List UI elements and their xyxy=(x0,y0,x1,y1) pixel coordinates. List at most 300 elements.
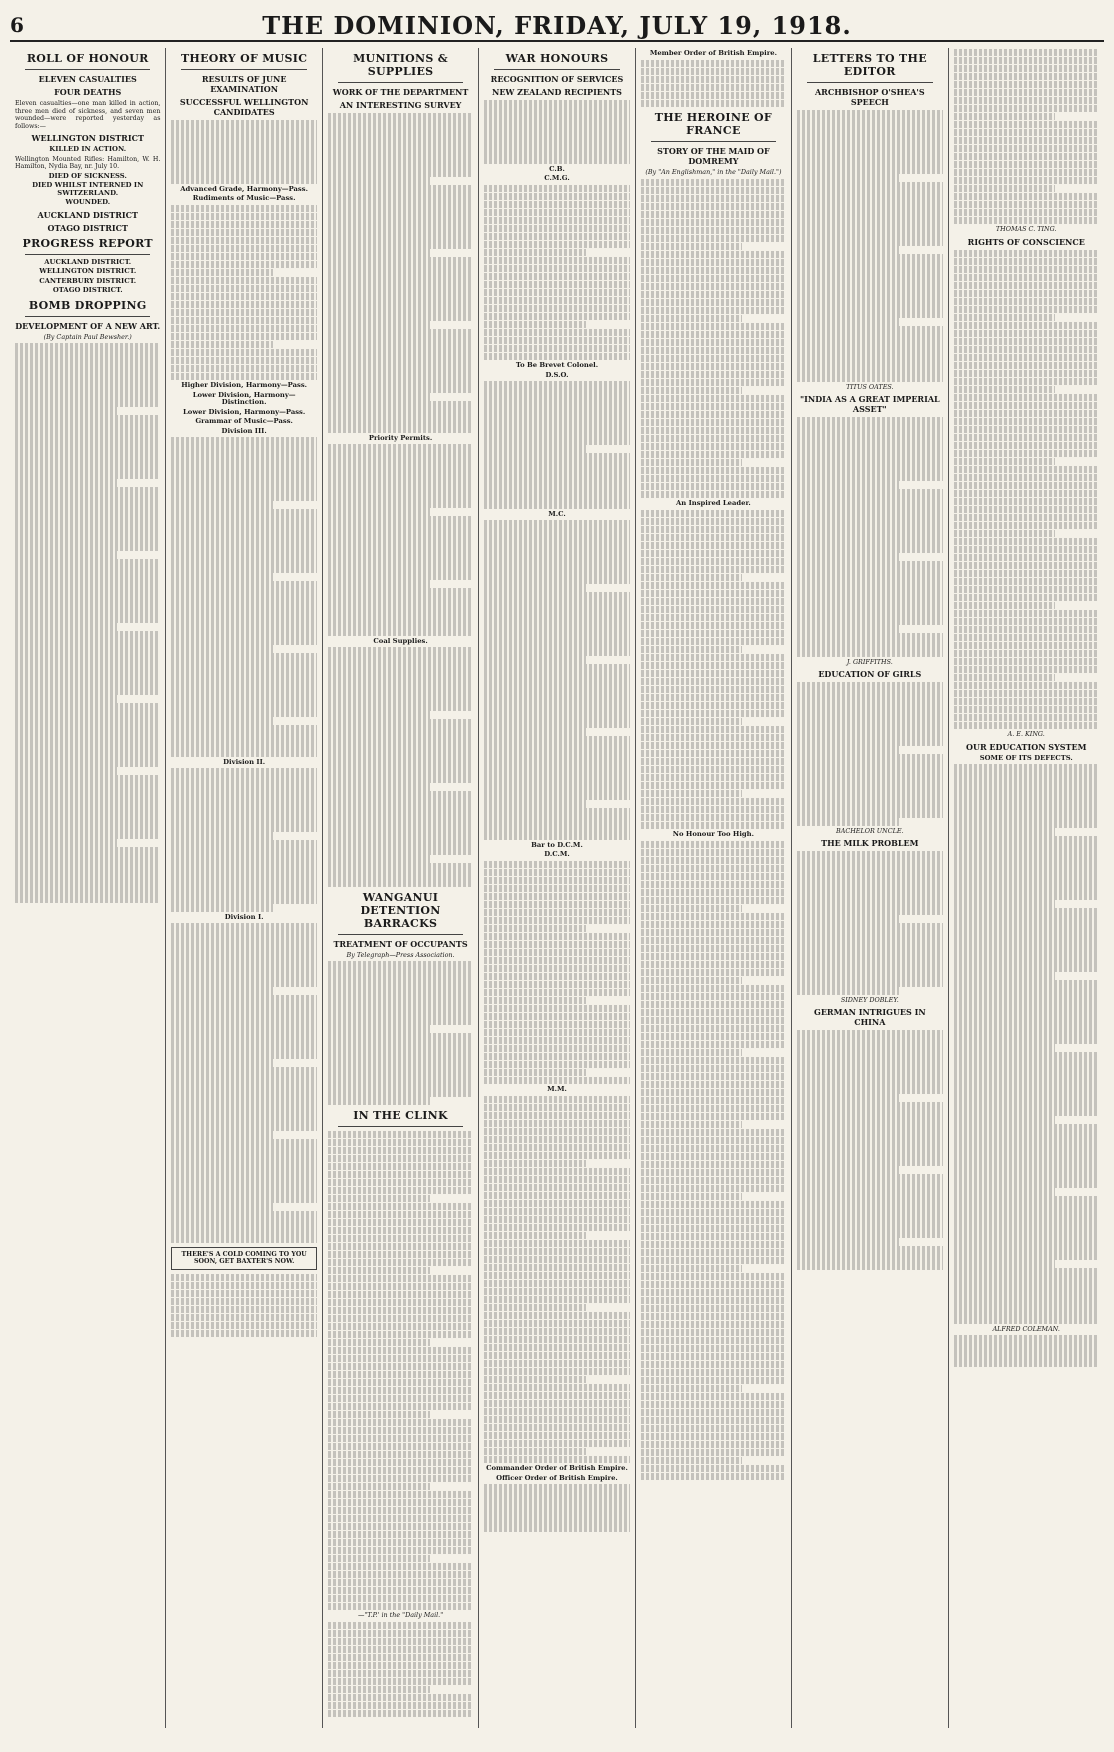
text-line xyxy=(797,1198,942,1206)
text-line xyxy=(641,758,786,766)
text-line xyxy=(328,711,430,719)
text-line xyxy=(484,1516,629,1524)
text-line xyxy=(954,65,1099,73)
text-line xyxy=(328,1331,473,1339)
text-line xyxy=(328,476,473,484)
text-line xyxy=(484,861,629,869)
text-line xyxy=(328,1411,430,1419)
text-line xyxy=(797,625,899,633)
text-line xyxy=(484,453,629,461)
text-line xyxy=(954,1204,1099,1212)
byline: (By Captain Paul Bewsher.) xyxy=(43,332,132,341)
text-line xyxy=(15,631,160,639)
text-line xyxy=(641,969,786,977)
text-line xyxy=(484,552,629,560)
text-line xyxy=(484,437,629,445)
text-line xyxy=(328,879,473,887)
text-line xyxy=(797,342,942,350)
text-line xyxy=(797,158,942,166)
byline: By Telegraph—Press Association. xyxy=(346,950,455,959)
text-line xyxy=(328,1427,473,1435)
text-line xyxy=(15,375,160,383)
text-line xyxy=(328,783,430,791)
text-line xyxy=(15,743,160,751)
text-line xyxy=(328,249,430,257)
text-line xyxy=(954,217,1099,225)
text-line xyxy=(641,1169,786,1177)
text-line xyxy=(484,680,629,688)
text-line xyxy=(15,599,160,607)
text-line xyxy=(641,1145,786,1153)
text-line xyxy=(15,519,160,527)
article-subheading: OUR EDUCATION SYSTEM xyxy=(966,741,1087,752)
text-line xyxy=(641,889,786,897)
text-line xyxy=(797,1182,942,1190)
text-line xyxy=(641,1033,786,1041)
text-line xyxy=(171,749,316,757)
text-line xyxy=(328,468,473,476)
text-line xyxy=(797,358,942,366)
text-line xyxy=(641,331,786,339)
text-line xyxy=(328,663,473,671)
text-line xyxy=(15,551,117,559)
text-line xyxy=(954,594,1099,602)
text-line xyxy=(954,1300,1099,1308)
text-line xyxy=(954,714,1099,722)
divider xyxy=(494,69,619,70)
text-line xyxy=(954,618,1099,626)
text-line xyxy=(171,525,316,533)
text-line xyxy=(641,582,786,590)
text-line xyxy=(797,569,942,577)
text-line xyxy=(641,411,786,419)
text-line xyxy=(484,1508,629,1516)
column-3 xyxy=(323,48,479,1728)
text-line xyxy=(797,1086,942,1094)
text-line xyxy=(15,471,160,479)
text-line xyxy=(954,554,1099,562)
text-line xyxy=(171,776,316,784)
text-line xyxy=(641,1273,786,1281)
text-line xyxy=(484,429,629,437)
text-line xyxy=(797,465,942,473)
text-line xyxy=(484,784,629,792)
text-line xyxy=(328,425,473,433)
text-line xyxy=(484,1240,629,1248)
text-line xyxy=(484,100,629,108)
text-line xyxy=(171,621,316,629)
text-line xyxy=(954,322,1099,330)
text-line xyxy=(954,129,1099,137)
text-line xyxy=(328,329,473,337)
text-line xyxy=(641,1417,786,1425)
text-line xyxy=(641,355,786,363)
text-line xyxy=(328,1017,473,1025)
text-line xyxy=(171,653,316,661)
text-line xyxy=(15,575,160,583)
text-line xyxy=(171,517,316,525)
text-line xyxy=(484,405,629,413)
text-line xyxy=(797,561,942,569)
text-line xyxy=(171,309,316,317)
text-line xyxy=(484,544,629,552)
text-line xyxy=(15,775,160,783)
text-line xyxy=(954,804,1099,812)
text-line xyxy=(641,678,786,686)
text-line xyxy=(797,166,942,174)
text-line xyxy=(954,1180,1099,1188)
text-line xyxy=(15,359,160,367)
text-line xyxy=(171,1107,316,1115)
text-line xyxy=(328,807,473,815)
text-line xyxy=(171,533,316,541)
text-line xyxy=(797,810,942,818)
text-line xyxy=(171,717,273,725)
text-line xyxy=(641,395,786,403)
article-headline: WANGANUI DETENTION BARRACKS xyxy=(360,890,441,930)
text-line xyxy=(797,947,942,955)
text-line xyxy=(328,961,473,969)
text-line xyxy=(641,822,786,830)
text-line xyxy=(171,136,316,144)
text-line xyxy=(484,1256,629,1264)
text-line xyxy=(171,864,316,872)
text-line xyxy=(641,694,786,702)
text-line xyxy=(484,1264,629,1272)
text-line xyxy=(15,639,160,647)
text-line xyxy=(171,565,316,573)
text-line xyxy=(15,895,160,903)
text-line xyxy=(954,788,1099,796)
text-line xyxy=(328,588,473,596)
text-line xyxy=(15,671,160,679)
text-line xyxy=(954,1076,1099,1084)
text-line xyxy=(797,802,942,810)
text-line xyxy=(641,299,786,307)
text-line xyxy=(328,580,430,588)
text-line xyxy=(954,522,1099,530)
text-line xyxy=(797,537,942,545)
text-line xyxy=(954,1052,1099,1060)
text-line xyxy=(171,1282,316,1290)
text-line xyxy=(641,913,786,921)
text-line xyxy=(797,182,942,190)
text-line xyxy=(484,381,629,389)
text-line xyxy=(641,598,786,606)
text-line xyxy=(641,1257,786,1265)
text-line xyxy=(641,1401,786,1409)
text-line xyxy=(328,1459,473,1467)
text-line xyxy=(171,333,316,341)
text-line xyxy=(954,1252,1099,1260)
text-line xyxy=(484,1152,629,1160)
text-line xyxy=(171,725,316,733)
text-line xyxy=(171,709,316,717)
text-line xyxy=(641,814,786,822)
text-line xyxy=(328,417,473,425)
text-line xyxy=(171,1051,316,1059)
text-line xyxy=(641,1249,786,1257)
text-line xyxy=(797,601,942,609)
text-line xyxy=(328,1595,473,1603)
text-line xyxy=(484,1077,629,1085)
text-line xyxy=(641,921,786,929)
text-line xyxy=(171,645,273,653)
text-line xyxy=(484,1524,629,1532)
text-line xyxy=(171,939,316,947)
text-line xyxy=(641,566,786,574)
text-line xyxy=(641,251,786,259)
text-line xyxy=(797,1142,942,1150)
text-line xyxy=(484,933,629,941)
text-line xyxy=(954,876,1099,884)
text-line xyxy=(484,584,586,592)
text-line xyxy=(954,418,1099,426)
text-line xyxy=(328,1275,473,1283)
article-text: Member Order of British Empire. xyxy=(649,49,777,57)
text-line xyxy=(328,113,473,121)
text-line xyxy=(797,915,899,923)
text-line xyxy=(328,281,473,289)
text-line xyxy=(641,1433,786,1441)
text-line xyxy=(171,784,316,792)
text-line xyxy=(797,1102,942,1110)
text-line xyxy=(328,500,473,508)
text-line xyxy=(797,1222,942,1230)
text-line xyxy=(954,602,1056,610)
text-line xyxy=(797,1038,942,1046)
text-line xyxy=(484,124,629,132)
text-line xyxy=(484,824,629,832)
text-line xyxy=(171,205,316,213)
text-line xyxy=(328,401,473,409)
text-line xyxy=(171,349,316,357)
text-line xyxy=(954,1116,1056,1124)
text-line xyxy=(328,1686,430,1694)
text-line xyxy=(797,762,942,770)
text-line xyxy=(797,505,942,513)
text-line xyxy=(171,341,273,349)
text-line xyxy=(171,365,316,373)
text-line xyxy=(171,856,316,864)
text-line xyxy=(484,941,629,949)
text-line xyxy=(484,901,629,909)
text-line xyxy=(171,1067,316,1075)
article-text: Wellington Mounted Rifles: Hamilton, W. H. Hamilton, Nydia Bay, nr. July 10. xyxy=(15,155,161,170)
text-line xyxy=(328,791,473,799)
text-line xyxy=(171,493,316,501)
text-line xyxy=(954,306,1099,314)
text-line xyxy=(171,1171,316,1179)
text-line xyxy=(328,452,473,460)
article-subheading: OTAGO DISTRICT xyxy=(47,222,128,233)
text-line xyxy=(484,1005,629,1013)
text-line xyxy=(641,267,786,275)
text-line xyxy=(328,1259,473,1267)
text-line xyxy=(484,1216,629,1224)
text-line xyxy=(954,346,1099,354)
text-line xyxy=(484,1304,586,1312)
article-subheading: "INDIA AS A GREAT IMPERIAL ASSET" xyxy=(799,394,940,414)
text-line xyxy=(328,719,473,727)
text-line xyxy=(954,980,1099,988)
text-line xyxy=(641,1009,786,1017)
text-line xyxy=(797,722,942,730)
text-line xyxy=(15,783,160,791)
text-line xyxy=(328,1299,473,1307)
text-line xyxy=(641,646,743,654)
text-line xyxy=(484,1224,629,1232)
text-line xyxy=(328,823,473,831)
text-line xyxy=(171,677,316,685)
text-line xyxy=(171,245,316,253)
text-line xyxy=(484,1144,629,1152)
text-line xyxy=(328,1057,473,1065)
text-line xyxy=(641,459,743,467)
text-line xyxy=(328,361,473,369)
text-line xyxy=(641,1241,786,1249)
text-line xyxy=(484,421,629,429)
text-line xyxy=(171,176,316,184)
text-line xyxy=(328,620,473,628)
text-line xyxy=(797,963,942,971)
article-headline: THEORY OF MUSIC xyxy=(180,52,308,65)
article-text: DIED WHILST INTERNED IN SWITZERLAND. xyxy=(32,181,144,197)
article-text: Higher Division, Harmony—Pass. xyxy=(181,381,308,389)
text-line xyxy=(171,963,316,971)
article-text: KILLED IN ACTION. xyxy=(49,145,127,153)
text-line xyxy=(328,1131,473,1139)
text-line xyxy=(797,859,942,867)
article-text: CANTERBURY DISTRICT. xyxy=(39,276,137,285)
text-line xyxy=(954,81,1099,89)
text-line xyxy=(171,453,316,461)
text-line xyxy=(797,334,942,342)
text-line xyxy=(641,1305,786,1313)
byline: ALFRED COLEMAN. xyxy=(992,1324,1060,1333)
text-line xyxy=(641,1265,743,1273)
text-line xyxy=(484,1296,629,1304)
article-text: C.B. xyxy=(549,164,565,173)
text-line xyxy=(328,1523,473,1531)
text-line xyxy=(328,177,430,185)
article-text: Lower Division, Harmony—Distinction. xyxy=(192,390,296,406)
text-line xyxy=(328,1339,430,1347)
article-text: SOME OF ITS DEFECTS. xyxy=(979,753,1073,762)
text-line xyxy=(797,1246,942,1254)
text-line xyxy=(954,1156,1099,1164)
text-line xyxy=(954,1196,1099,1204)
text-line xyxy=(328,564,473,572)
text-line xyxy=(328,727,473,735)
text-line xyxy=(328,655,473,663)
text-line xyxy=(954,490,1099,498)
text-line xyxy=(171,357,316,365)
text-line xyxy=(797,278,942,286)
article-text: Priority Permits. xyxy=(368,433,433,442)
text-line xyxy=(328,1571,473,1579)
text-line xyxy=(171,549,316,557)
text-line xyxy=(641,806,786,814)
text-line xyxy=(641,1161,786,1169)
text-line xyxy=(954,570,1099,578)
text-line xyxy=(15,663,160,671)
text-line xyxy=(484,1484,629,1492)
text-line xyxy=(641,1177,786,1185)
text-line xyxy=(15,351,160,359)
text-line xyxy=(484,397,629,405)
text-line xyxy=(328,847,473,855)
text-line xyxy=(484,389,629,397)
text-line xyxy=(484,536,629,544)
text-line xyxy=(484,1432,629,1440)
article-text: AUCKLAND DISTRICT. xyxy=(44,257,132,266)
text-line xyxy=(328,1419,473,1427)
text-line xyxy=(641,371,786,379)
text-line xyxy=(954,1351,1099,1359)
text-line xyxy=(484,1021,629,1029)
text-line xyxy=(484,949,629,957)
text-line xyxy=(484,600,629,608)
text-line xyxy=(954,860,1099,868)
text-line xyxy=(171,1187,316,1195)
text-line xyxy=(484,1013,629,1021)
text-line xyxy=(797,770,942,778)
text-line xyxy=(641,76,786,84)
text-line xyxy=(641,1465,786,1473)
text-line xyxy=(484,981,629,989)
text-line xyxy=(328,751,473,759)
text-line xyxy=(954,658,1099,666)
text-line xyxy=(484,265,629,273)
text-line xyxy=(328,1089,473,1097)
text-line xyxy=(328,369,473,377)
text-line xyxy=(797,706,942,714)
text-line xyxy=(328,743,473,751)
text-line xyxy=(171,1219,316,1227)
text-line xyxy=(954,1028,1099,1036)
article-subheading: ELEVEN CASUALTIES xyxy=(38,74,137,84)
text-line xyxy=(484,1208,629,1216)
text-line xyxy=(954,282,1099,290)
text-line xyxy=(641,841,786,849)
text-line xyxy=(15,735,160,743)
text-line xyxy=(641,718,743,726)
text-line xyxy=(484,445,586,453)
text-line xyxy=(954,89,1099,97)
text-line xyxy=(328,1355,473,1363)
text-line xyxy=(15,759,160,767)
text-line xyxy=(641,622,786,630)
text-line xyxy=(328,1009,473,1017)
text-line xyxy=(484,1045,629,1053)
article-text: C.M.G. xyxy=(544,174,570,182)
text-line xyxy=(328,863,473,871)
text-line xyxy=(15,687,160,695)
text-line xyxy=(171,693,316,701)
text-line xyxy=(797,1238,899,1246)
text-line xyxy=(641,379,786,387)
text-line xyxy=(797,1254,942,1262)
text-line xyxy=(954,562,1099,570)
text-line xyxy=(484,1384,629,1392)
text-line xyxy=(641,1457,743,1465)
text-line xyxy=(171,1298,316,1306)
text-line xyxy=(797,150,942,158)
text-line xyxy=(328,1467,473,1475)
text-line xyxy=(328,1033,473,1041)
text-line xyxy=(484,148,629,156)
